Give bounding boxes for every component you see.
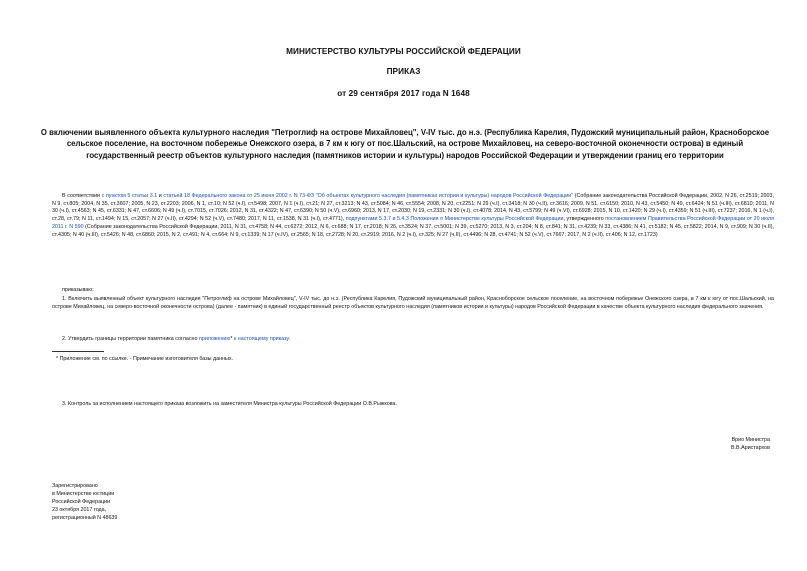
preamble-text-1: В соответствии [62,193,101,199]
footnote-marker: * [230,336,233,342]
preamble-text-4: , утвержденного [563,216,604,223]
preamble-text-2: и [158,193,162,199]
document-type: ПРИКАЗ [386,67,421,76]
signature-block [731,437,770,453]
preamble-text-3: (Собрание законодательства Российской Федерации, 2002, N 26, ст.2519; 2003, N 9, ст.805; 2004, N 35, ст.3607; 2005, N 23, ст.2203; 2006, N 1, ст.10; N 52 (ч.I), ст.5498; 2007, N 1 (ч.I), ст.21; N 27, ст.3213; N 43, ст.5084; N 46, ст.5554; 2008, N 20, ст.2251; N 29 (ч.I), ст.3418; N 30 (ч.II), ст.3616; 2009, N 51, ст.6150; 2010, N 43, ст.5450; N 49, ст.6424; N 51 (ч.III), ст.6810; 2011, N 30 (ч.I), ст.4563; N 45, ст.6331; N 47, ст.6606; N 49 (ч.I), ст.7015, ст.7026; 2012, N 31, ст.4322; N 47, ст.6390; N 50 (ч.V), ст.6960; 2013, N 17, ст.2030; N 19, ст.2331; N 30 (ч.I), ст.4078; 2014, N 43, ст.5799; N 49 (ч.VI), ст.6928; 2015, N 10, ст.1420; N 29 (ч.I), ст.4359; N 51 (ч.III), ст.7237; 2016, N 1 (ч.I), ст.28, ст.79; N 11, ст.1494; N 15, ст.2057; N 27 (ч.II), ст.4294; N 52 (ч.V), ст.7480; 2017, N 11, ст.1538, N 31 (ч.I), ст.4771), [52,193,774,223]
link-regulation-points[interactable]: подпунктами 5.3.7 и 5.4.3 Положения о Министерстве культуры Российской Федерации [345,216,564,223]
link-article-3-1[interactable]: с пунктом 5 статьи 3.1 [101,193,158,199]
document-title: О включении выявленного объекта культурного наследия "Петроглиф на острове Михайловец", V-IV тыс. до н.э. (Республика Карелия, Пудожский муниципальный район, Красноборское сельское поселение, на восточном побережье Онежского озера, в 7 км к югу от пос.Шальский, на острове Михайловец, на северо-восточной оконечности острова) в единый государственный реестр объектов культурного наследия (памятников истории и культуры) народов Российской Федерации и утверждении границ его территории [40,128,770,160]
registration-line-5: регистрационный N 48639 [52,514,118,521]
registration-line-3: Российской Федерации [52,498,111,505]
registration-line-4: 23 октября 2017 года, [52,506,107,513]
link-federal-law-73[interactable]: статьей 18 Федерального закона от 25 июня 2002 г. N 73-ФЗ "Об объектах культурного наследия (памятниках истории и культуры) народов Российской Федерации" [163,193,574,199]
item-1-paragraph: 1. Включить выявленный объект культурного наследия "Петроглиф на острове Михайловец", V-IV тыс. до н.э. (Республика Карелия, Пудожский муниципальный район, Красноборское сельское поселение, на восточном побережье Онежского озера, в 7 км к югу от пос.Шальский, на острове Михайловец, на северо-восточной оконечности острова) (далее - памятник) в единый государственный реестр объектов культурного наследия (памятников истории и культуры) народов Российской Федерации в качестве объекта культурного наследия федерального значения. [52,296,774,310]
link-appendix[interactable]: приложению [198,336,231,342]
registration-line-2: в Министерстве юстиции [52,490,115,497]
item-2-paragraph [62,336,290,344]
link-to-this-order[interactable]: к настоящему приказу. [233,336,291,342]
signatory-name: В.В.Аристархов [731,444,770,451]
registration-line-1: Зарегистрировано [52,483,98,489]
item-2-text: 2. Утвердить границы территории памятника согласно [62,336,198,342]
preamble-paragraph [52,193,774,239]
ministry-heading: МИНИСТЕРСТВО КУЛЬТУРЫ РОССИЙСКОЙ ФЕДЕРАЦИИ [286,47,521,56]
preamble-text-5: (Собрание законодательства Российской Федерации, 2011, N 31, ст.4758; N 44, ст.6272; 2012, N 6, ст.688; N 17, ст.2018; N 26, ст.3524; N 37, ст.5001; N 39, ст.5270; 2013, N 3, ст.204; N 8, ст.841; N 31, ст.4239; N 33, ст.4386; N 41, ст.5182; N 45, ст.5822; 2014, N 9, ст.909; N 30 (ч.II), ст.4305; N 40 (ч.III), ст.5426; N 48, ст.6860; 2015, N 2, ст.491; N 4, ст.664; N 9, ст.1339; N 17 (ч.IV), ст.2565; N 18, ст.2728; N 20, ст.2919; 2016, N 2 (ч.I), ст.325; N 27 (ч.II), ст.4496; N 28, ст.4741; N 52 (ч.V), ст.7667; 2017, N 2 (ч.II), ст.406; N 12, ст.1723) [52,223,774,238]
document-date-number: от 29 сентября 2017 года N 1648 [337,89,470,98]
footnote-text: * Приложение см. по ссылке. - Примечание изготовителя базы данных. [56,356,233,362]
order-word: приказываю: [62,287,94,293]
registration-block [52,483,117,523]
signatory-position: Врио Министра [731,437,770,443]
item-3-paragraph: 3. Контроль за исполнением настоящего приказа возложить на заместителя Министра культуры Российской Федерации О.В.Рыжкова. [62,401,397,407]
link-government-decree-590[interactable]: постановлением Правительства Российской Федерации от 20 июля 2011 г. N 590 [52,216,774,230]
footnote-divider [52,351,104,352]
